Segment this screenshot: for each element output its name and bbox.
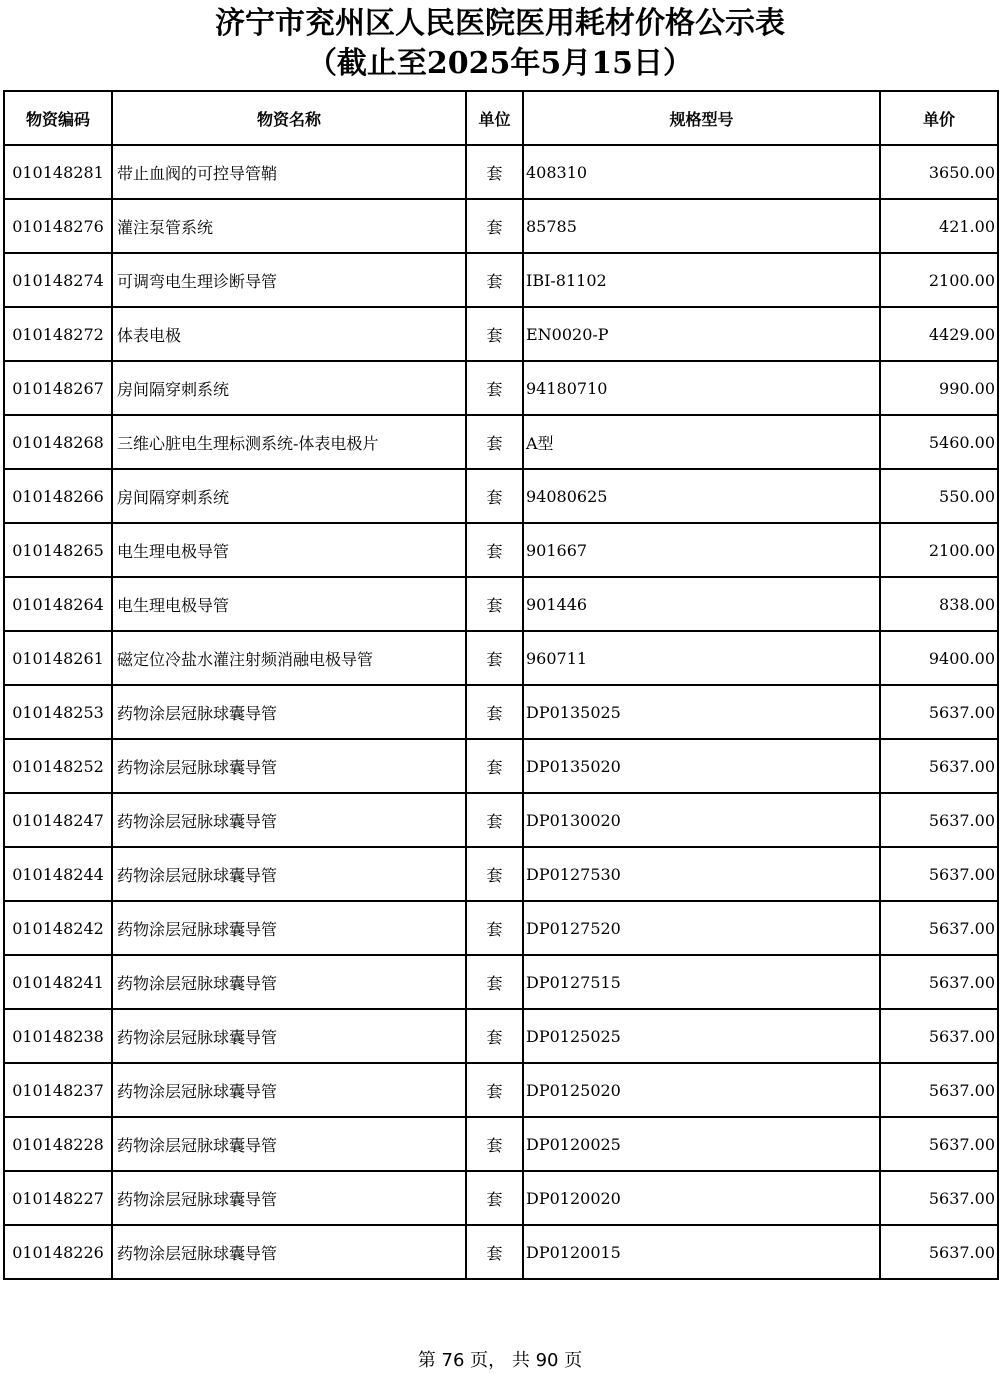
cell-name: 药物涂层冠脉球囊导管 xyxy=(112,1009,466,1063)
cell-price: 421.00 xyxy=(880,199,998,253)
table-row xyxy=(4,955,998,1009)
cell-spec: DP0120015 xyxy=(523,1225,880,1279)
cell-price: 990.00 xyxy=(880,361,998,415)
cell-unit: 套 xyxy=(466,523,523,577)
cell-code: 010148242 xyxy=(4,901,112,955)
cell-code: 010148268 xyxy=(4,415,112,469)
cell-spec: IBI-81102 xyxy=(523,253,880,307)
cell-code: 010148227 xyxy=(4,1171,112,1225)
cell-price: 2100.00 xyxy=(880,523,998,577)
cell-unit: 套 xyxy=(466,1225,523,1279)
cell-name: 磁定位冷盐水灌注射频消融电极导管 xyxy=(112,631,466,685)
cell-spec: 94080625 xyxy=(523,469,880,523)
cell-name: 三维心脏电生理标测系统-体表电极片 xyxy=(112,415,466,469)
table-row xyxy=(4,847,998,901)
table-row xyxy=(4,739,998,793)
cell-spec: EN0020-P xyxy=(523,307,880,361)
table-row xyxy=(4,1171,998,1225)
cell-unit: 套 xyxy=(466,577,523,631)
price-table xyxy=(3,90,999,1280)
cell-spec: DP0130020 xyxy=(523,793,880,847)
table-row xyxy=(4,1063,998,1117)
cell-unit: 套 xyxy=(466,793,523,847)
cell-spec: 901667 xyxy=(523,523,880,577)
cell-spec: DP0127520 xyxy=(523,901,880,955)
table-row xyxy=(4,469,998,523)
table-row xyxy=(4,199,998,253)
table-row xyxy=(4,577,998,631)
cell-unit: 套 xyxy=(466,685,523,739)
cell-name: 药物涂层冠脉球囊导管 xyxy=(112,1063,466,1117)
page-title: 济宁市兖州区人民医院医用耗材价格公示表 xyxy=(215,6,785,41)
cell-spec: DP0125025 xyxy=(523,1009,880,1063)
cell-code: 010148241 xyxy=(4,955,112,1009)
table-row xyxy=(4,901,998,955)
cell-unit: 套 xyxy=(466,307,523,361)
cell-unit: 套 xyxy=(466,469,523,523)
cell-unit: 套 xyxy=(466,631,523,685)
cell-spec: 85785 xyxy=(523,199,880,253)
cell-code: 010148238 xyxy=(4,1009,112,1063)
page-subtitle-date: （截止至2025年5月15日） xyxy=(306,46,694,81)
cell-price: 5637.00 xyxy=(880,685,998,739)
table-row xyxy=(4,1009,998,1063)
cell-spec: DP0120020 xyxy=(523,1171,880,1225)
cell-code: 010148281 xyxy=(4,145,112,199)
header-spec: 规格型号 xyxy=(523,91,880,145)
cell-spec: 94180710 xyxy=(523,361,880,415)
cell-spec: DP0120025 xyxy=(523,1117,880,1171)
cell-price: 5637.00 xyxy=(880,901,998,955)
cell-price: 5637.00 xyxy=(880,955,998,1009)
cell-name: 药物涂层冠脉球囊导管 xyxy=(112,901,466,955)
cell-code: 010148261 xyxy=(4,631,112,685)
table-header-row xyxy=(4,91,998,145)
page-number-footer: 第 76 页， 共 90 页 xyxy=(417,1350,583,1371)
cell-name: 灌注泵管系统 xyxy=(112,199,466,253)
table-row xyxy=(4,415,998,469)
cell-name: 可调弯电生理诊断导管 xyxy=(112,253,466,307)
cell-spec: 408310 xyxy=(523,145,880,199)
cell-code: 010148228 xyxy=(4,1117,112,1171)
cell-name: 药物涂层冠脉球囊导管 xyxy=(112,847,466,901)
cell-name: 带止血阀的可控导管鞘 xyxy=(112,145,466,199)
cell-unit: 套 xyxy=(466,901,523,955)
cell-name: 房间隔穿刺系统 xyxy=(112,469,466,523)
cell-unit: 套 xyxy=(466,145,523,199)
cell-name: 药物涂层冠脉球囊导管 xyxy=(112,1171,466,1225)
cell-name: 电生理电极导管 xyxy=(112,523,466,577)
cell-price: 5637.00 xyxy=(880,1063,998,1117)
table-row xyxy=(4,631,998,685)
cell-spec: DP0127515 xyxy=(523,955,880,1009)
cell-unit: 套 xyxy=(466,1009,523,1063)
cell-code: 010148264 xyxy=(4,577,112,631)
cell-price: 9400.00 xyxy=(880,631,998,685)
cell-price: 5637.00 xyxy=(880,739,998,793)
cell-code: 010148267 xyxy=(4,361,112,415)
cell-code: 010148237 xyxy=(4,1063,112,1117)
table-row xyxy=(4,145,998,199)
table-body xyxy=(4,145,998,1279)
cell-price: 5637.00 xyxy=(880,1171,998,1225)
table-row xyxy=(4,1225,998,1279)
table-row xyxy=(4,307,998,361)
table-row xyxy=(4,1117,998,1171)
cell-spec: 901446 xyxy=(523,577,880,631)
cell-spec: DP0127530 xyxy=(523,847,880,901)
cell-code: 010148266 xyxy=(4,469,112,523)
cell-unit: 套 xyxy=(466,1117,523,1171)
header-price: 单价 xyxy=(880,91,998,145)
cell-unit: 套 xyxy=(466,955,523,1009)
cell-code: 010148244 xyxy=(4,847,112,901)
cell-price: 4429.00 xyxy=(880,307,998,361)
table-row xyxy=(4,361,998,415)
cell-name: 药物涂层冠脉球囊导管 xyxy=(112,793,466,847)
cell-price: 838.00 xyxy=(880,577,998,631)
cell-spec: A型 xyxy=(523,415,880,469)
cell-spec: DP0135025 xyxy=(523,685,880,739)
cell-unit: 套 xyxy=(466,1171,523,1225)
cell-code: 010148276 xyxy=(4,199,112,253)
cell-name: 药物涂层冠脉球囊导管 xyxy=(112,739,466,793)
cell-code: 010148252 xyxy=(4,739,112,793)
cell-unit: 套 xyxy=(466,847,523,901)
cell-name: 房间隔穿刺系统 xyxy=(112,361,466,415)
cell-name: 体表电极 xyxy=(112,307,466,361)
cell-name: 药物涂层冠脉球囊导管 xyxy=(112,1117,466,1171)
cell-code: 010148272 xyxy=(4,307,112,361)
cell-price: 3650.00 xyxy=(880,145,998,199)
cell-code: 010148226 xyxy=(4,1225,112,1279)
cell-price: 2100.00 xyxy=(880,253,998,307)
table-row xyxy=(4,253,998,307)
cell-price: 5637.00 xyxy=(880,1225,998,1279)
cell-name: 药物涂层冠脉球囊导管 xyxy=(112,685,466,739)
cell-unit: 套 xyxy=(466,1063,523,1117)
cell-code: 010148253 xyxy=(4,685,112,739)
cell-name: 电生理电极导管 xyxy=(112,577,466,631)
table-row xyxy=(4,685,998,739)
header-unit: 单位 xyxy=(466,91,523,145)
cell-spec: 960711 xyxy=(523,631,880,685)
cell-code: 010148265 xyxy=(4,523,112,577)
cell-name: 药物涂层冠脉球囊导管 xyxy=(112,1225,466,1279)
cell-price: 550.00 xyxy=(880,469,998,523)
cell-unit: 套 xyxy=(466,199,523,253)
cell-price: 5637.00 xyxy=(880,1117,998,1171)
header-code: 物资编码 xyxy=(4,91,112,145)
cell-price: 5637.00 xyxy=(880,847,998,901)
cell-unit: 套 xyxy=(466,253,523,307)
cell-unit: 套 xyxy=(466,361,523,415)
header-name: 物资名称 xyxy=(112,91,466,145)
cell-unit: 套 xyxy=(466,739,523,793)
cell-price: 5637.00 xyxy=(880,1009,998,1063)
cell-spec: DP0125020 xyxy=(523,1063,880,1117)
cell-price: 5637.00 xyxy=(880,793,998,847)
cell-name: 药物涂层冠脉球囊导管 xyxy=(112,955,466,1009)
cell-price: 5460.00 xyxy=(880,415,998,469)
cell-code: 010148247 xyxy=(4,793,112,847)
cell-unit: 套 xyxy=(466,415,523,469)
cell-code: 010148274 xyxy=(4,253,112,307)
table-row xyxy=(4,523,998,577)
cell-spec: DP0135020 xyxy=(523,739,880,793)
table-row xyxy=(4,793,998,847)
